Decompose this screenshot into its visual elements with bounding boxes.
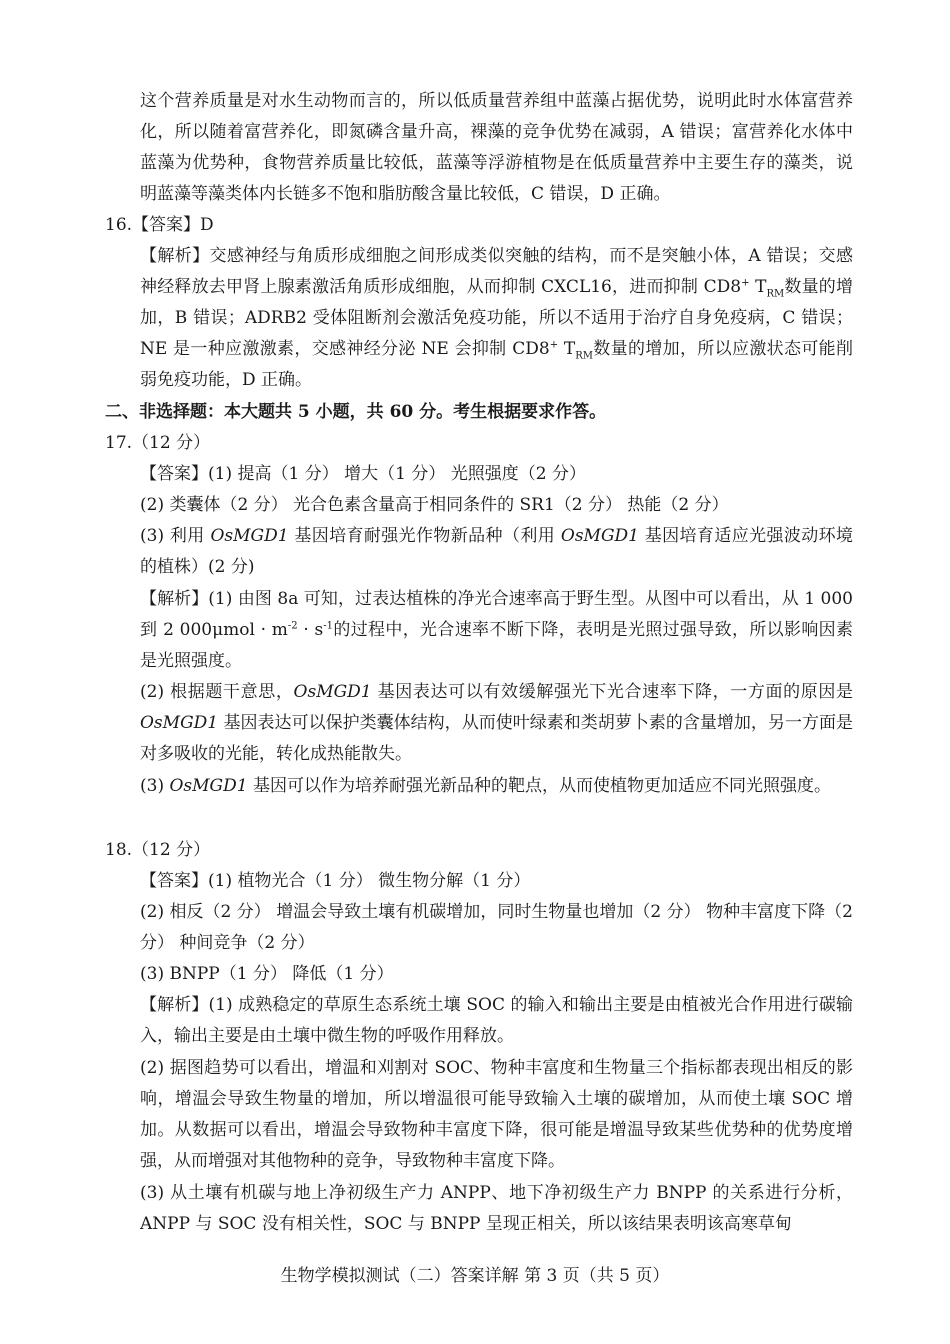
q18-analysis-1: 【解析】(1) 成熟稳定的草原生态系统土壤 SOC 的输入和输出主要是由植被光合作用进行碳输入，输出主要是由土壤中微生物的呼吸作用释放。 xyxy=(140,995,853,1046)
q17-heading: 17.（12 分） xyxy=(105,433,211,453)
q16-t-1: T xyxy=(749,277,767,297)
q17-sup-1: -2 xyxy=(287,620,298,632)
gene-name: OsMGD1 xyxy=(140,713,219,733)
q17-analysis-1-c: 的过程中，光合速率不断下降，表明是光照过强导致，所以影响因素是光照强度。 xyxy=(140,620,854,671)
q16-analysis-text-1: 【解析】交感神经与角质形成细胞之间形成类似突触的结构，而不是突触小体，A 错误；交感神经释放去甲肾上腺素激活角质形成细胞，从而抑制 CXCL16，进而抑制 CD8 xyxy=(140,246,853,297)
q16-sub-1: RM xyxy=(766,288,785,300)
q18-heading: 18.（12 分） xyxy=(105,840,211,860)
q16-sup-2: + xyxy=(549,339,559,351)
gene-name: OsMGD1 xyxy=(210,526,289,546)
q17-answer-3-a: (3) 利用 xyxy=(140,526,211,546)
q16-sup-1: + xyxy=(741,277,750,289)
q17-answer-3 xyxy=(140,521,853,583)
q17-analysis-3 xyxy=(140,771,853,802)
q16-analysis-text-2: 数量的增加，B 错误；ADRB2 受体阻断剂会激活免疫功能，所以不适用于治疗自身免疫病，C 错误；NE 是一种应激激素，交感神经分泌 NE 会抑制 CD8 xyxy=(140,277,854,359)
q17-analysis-2 xyxy=(140,677,853,770)
q17-analysis-2-b: 基因表达可以有效缓解强光下光合速率下降，一方面的原因是 xyxy=(371,682,854,702)
gene-name: OsMGD1 xyxy=(169,776,248,796)
gene-name: OsMGD1 xyxy=(560,526,639,546)
page-footer: 生物学模拟测试（二）答案详解 第 3 页（共 5 页） xyxy=(280,1266,670,1286)
q18-analysis-3: (3) 从土壤有机碳与地上净初级生产力 ANPP、地下净初级生产力 BNPP 的关系进行分析，ANPP 与 SOC 没有相关性，SOC 与 BNPP 呈现正相关，所以该结果表明该高寒草甸 xyxy=(140,1183,853,1234)
q18-answer-1: 【答案】(1) 植物光合（1 分） 微生物分解（1 分） xyxy=(140,871,531,891)
q17-analysis-1-a: 【解析】(1) 由图 8a 可知，过表达植株的净光合速率高于野生型。从图中可以看出，从 1 000 到 2 000μmol · m xyxy=(140,589,853,640)
q16-sub-2: RM xyxy=(575,350,593,362)
paragraph-q15-continuation: 这个营养质量是对水生动物而言的，所以低质量营养组中蓝藻占据优势，说明此时水体富营养化，所以随着富营养化，即氮磷含量升高，裸藻的竞争优势在减弱，A 错误；富营养化水体中蓝藻为优势种，食物营养质量比较低，蓝藻等浮游植物是在低质量营养中主要生存的藻类，说明蓝藻等藻类体内长链多不饱和脂肪酸含量比较低，C 错误，D 正确。 xyxy=(140,91,853,204)
q17-analysis-2-a: (2) 根据题干意思， xyxy=(140,682,294,702)
q17-analysis-1-b: · s xyxy=(297,620,324,640)
q17-answer-3-b: 基因培育耐强光作物新品种（利用 xyxy=(288,526,561,546)
q17-sup-2: -1 xyxy=(323,620,334,632)
q18-answer-3: (3) BNPP（1 分） 降低（1 分） xyxy=(140,964,394,984)
q16-analysis xyxy=(140,241,853,396)
q17-answer-1: 【答案】(1) 提高（1 分） 增大（1 分） 光照强度（2 分） xyxy=(140,464,586,484)
q17-analysis-3-b: 基因可以作为培养耐强光新品种的靶点，从而使植物更加适应不同光照强度。 xyxy=(247,776,831,796)
q17-answer-2: (2) 类囊体（2 分） 光合色素含量高于相同条件的 SR1（2 分） 热能（2 分） xyxy=(140,495,729,515)
q18-answer-2: (2) 相反（2 分） 增温会导致土壤有机碳增加，同时生物量也增加（2 分） 物种丰富度下降（2 分） 种间竞争（2 分） xyxy=(140,902,853,953)
section-heading-2: 二、非选择题：本大题共 5 小题，共 60 分。考生根据要求作答。 xyxy=(105,402,607,422)
q16-t-2: T xyxy=(558,339,576,359)
q16-analysis-text-3: 数量的增加，所以应激状态可能削弱免疫功能，D 正确。 xyxy=(140,339,854,390)
gene-name: OsMGD1 xyxy=(293,682,372,702)
q17-analysis-1 xyxy=(140,584,853,677)
q17-answer-3-c: 基因培育适应光强波动环境的植株）(2 分) xyxy=(140,526,854,577)
q17-analysis-3-a: (3) xyxy=(140,776,170,796)
q18-analysis-2: (2) 据图趋势可以看出，增温和刈割对 SOC、物种丰富度和生物量三个指标都表现出相反的影响，增温会导致生物量的增加，所以增温很可能导致输入土壤的碳增加，从而使土壤 SOC 增加。从数据可以看出，增温会导致物种丰富度下降，很可能是增温导致某些优势种的优势度增强，从而增强对其他物种的竞争，导致物种丰富度下降。 xyxy=(140,1058,853,1171)
q16-answer: 16.【答案】D xyxy=(105,215,214,235)
q17-analysis-2-c: 基因表达可以保护类囊体结构，从而使叶绿素和类胡萝卜素的含量增加，另一方面是对多吸收的光能，转化成热能散失。 xyxy=(140,713,853,764)
